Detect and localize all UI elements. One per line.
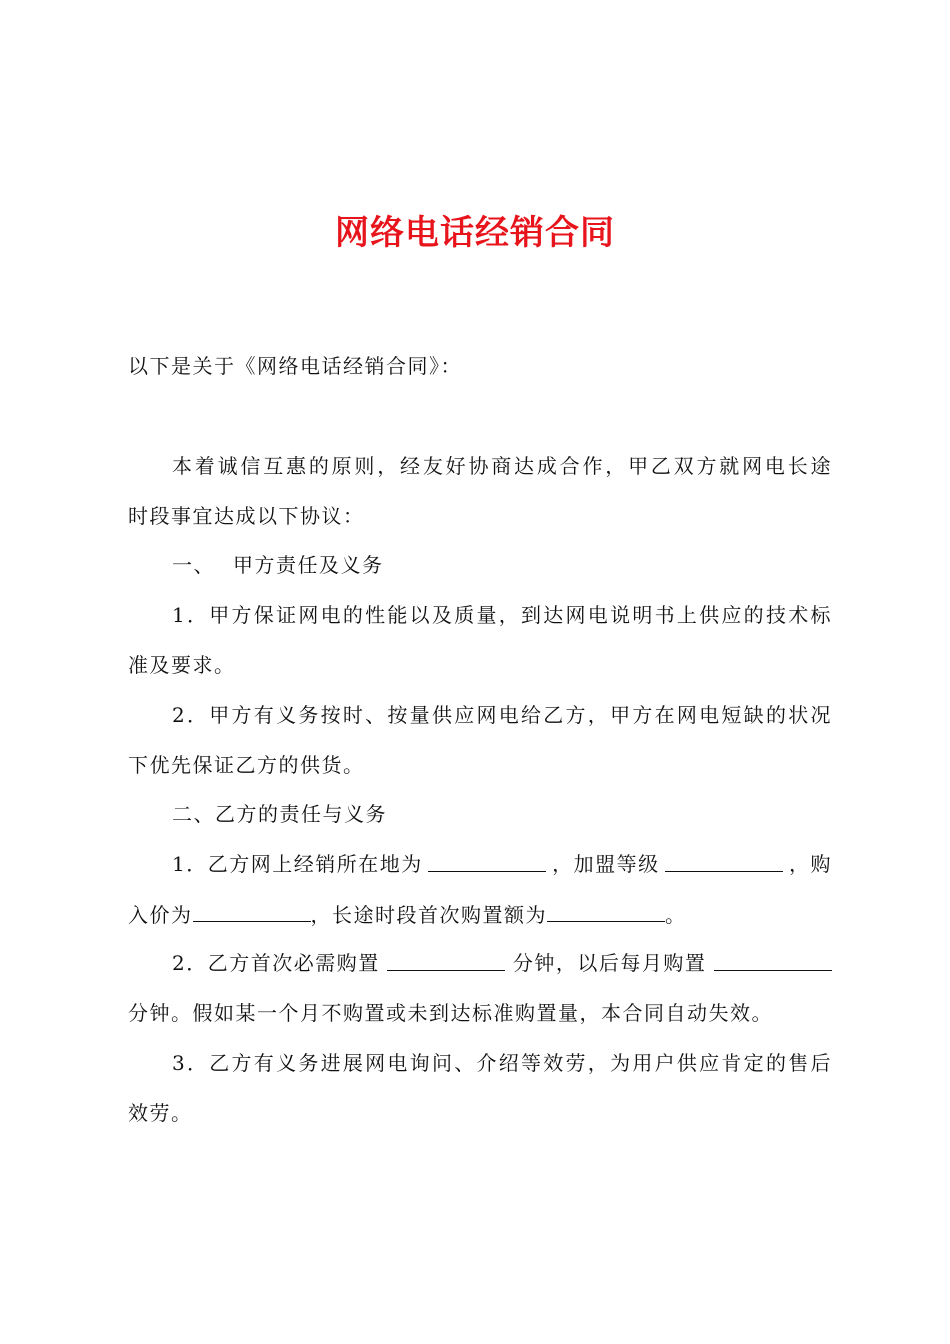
s2-item2-line-2: 分钟。假如某一个月不购置或未到达标准购置量，本合同自动失效。 [128,1001,773,1025]
section-1-heading [172,550,832,580]
section-1-heading-text: 甲方责任及义务 [233,553,384,577]
s2-item1-line-1 [172,849,832,879]
section-1-number: 一、 [172,553,215,577]
s1-item1-line-1: 1．甲方保证网电的性能以及质量，到达网电说明书上供应的技术标 [172,603,832,627]
section-2-heading: 二、乙方的责任与义务 [172,802,387,826]
preamble-line-2: 时段事宜达成以下协议： [128,504,365,528]
s2-item1-text-e: ，长途时段首次购置额为 [310,903,547,927]
franchise-level-blank[interactable] [665,849,783,872]
s1-item1-line-2: 准及要求。 [128,653,236,677]
first-purchase-amount-blank[interactable] [547,899,665,922]
s1-item2-line-1: 2．甲方有义务按时、按量供应网电给乙方，甲方在网电短缺的状况 [172,703,832,727]
monthly-purchase-minutes-blank[interactable] [714,948,832,971]
s2-item1-text-c: ，购 [788,852,832,876]
s2-item3-line-2: 效劳。 [128,1101,193,1125]
s2-item1-text-a: 1．乙方网上经销所在地为 [172,852,423,876]
preamble-line-1: 本着诚信互惠的原则，经友好协商达成合作，甲乙双方就网电长途 [172,454,832,478]
s2-item1-line-2 [128,899,832,930]
s1-item2-line-2: 下优先保证乙方的供货。 [128,753,365,777]
location-blank[interactable] [428,849,546,872]
s2-item2-line-1 [172,948,832,978]
document-title: 网络电话经销合同 [335,213,615,253]
s2-item1-text-f: 。 [665,903,687,927]
s2-item2-text-a: 2．乙方首次必需购置 [172,951,380,975]
s2-item3-line-1: 3．乙方有义务进展网电询问、介绍等效劳，为用户供应肯定的售后 [172,1051,832,1075]
s2-item2-text-b: 分钟，以后每月购置 [512,951,707,975]
s2-item1-text-d: 入价为 [128,903,193,927]
first-purchase-minutes-blank[interactable] [387,948,505,971]
intro-line: 以下是关于《网络电话经销合同》： [128,354,462,378]
s2-item1-text-b: ，加盟等级 [552,852,660,876]
purchase-price-blank[interactable] [193,899,311,922]
